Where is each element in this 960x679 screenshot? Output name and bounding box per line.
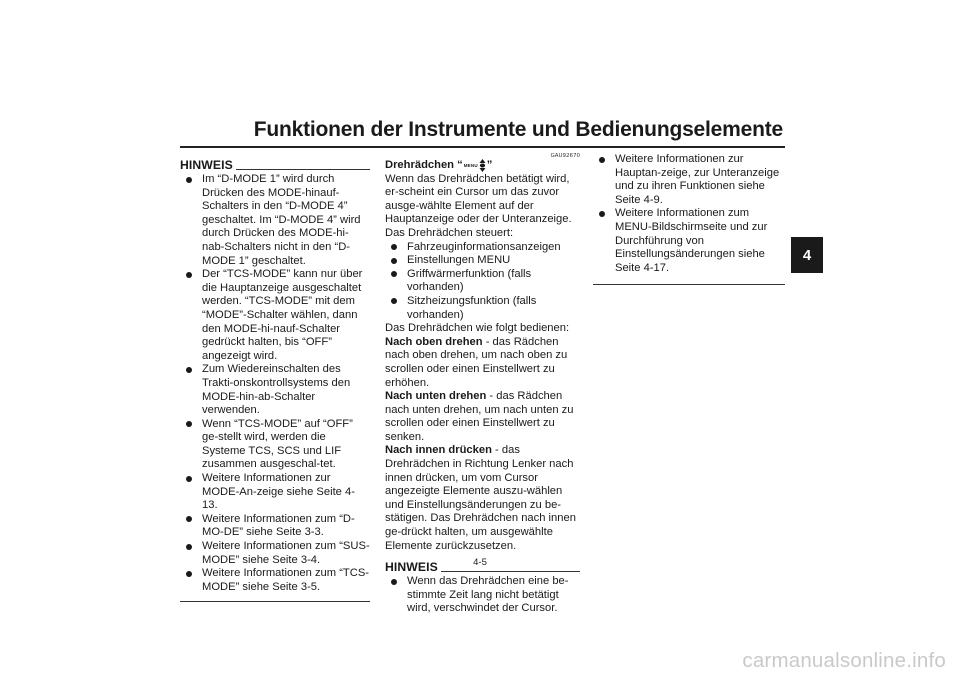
note-heading bbox=[180, 159, 370, 172]
controls-label: Das Drehrädchen steuert: bbox=[385, 226, 514, 239]
bullet-icon bbox=[391, 244, 397, 250]
list-item: Wenn “TCS-MODE” auf “OFF” ge-stellt wird, werden die Systeme TCS, SCS und LIF zusammen ausgeschal-tet. bbox=[180, 418, 370, 472]
note-heading-rule bbox=[441, 571, 580, 572]
list-item: Zum Wiedereinschalten des Trakti-onskontrollsystems den MODE-hin-ab-Schalter verwenden. bbox=[180, 363, 370, 417]
section-title: Drehrädchen “ MENU ” bbox=[385, 159, 493, 171]
bullet-icon bbox=[186, 177, 192, 183]
bullet-icon bbox=[391, 579, 397, 585]
bullet-icon bbox=[186, 544, 192, 550]
list-item: Sitzheizungsfunktion (falls vorhanden) bbox=[385, 295, 580, 322]
reference-code: GAU92670 bbox=[550, 153, 580, 159]
note-heading-label: HINWEIS bbox=[180, 158, 233, 172]
chapter-tab: 4 bbox=[791, 237, 823, 273]
list-item: Griffwärmerfunktion (falls vorhanden) bbox=[385, 268, 580, 295]
page-number: 4-5 bbox=[473, 557, 487, 568]
list-item: Der “TCS-MODE” kann nur über die Hauptanzeige ausgeschaltet werden. “TCS-MODE” mit dem “MODE”-Schalter wählen, dann den MODE-hi-nauf-Schalter gedrückt halten, bis “OFF” angezeigt wird. bbox=[180, 268, 370, 363]
note-heading-label: HINWEIS bbox=[385, 560, 438, 575]
menu-knob-icon: MENU bbox=[464, 159, 486, 173]
list-item: Fahrzeuginformationsanzeigen bbox=[385, 241, 580, 255]
bullet-icon bbox=[391, 258, 397, 264]
middle-column bbox=[385, 153, 580, 616]
list-item: Im “D-MODE 1” wird durch Drücken des MODE-hinauf-Schalters in den “D-MODE 4” geschaltet. Im “D-MODE 4” wird durch Drücken des MODE-hi-nab-Schalters nicht in den “D-MODE 1” geschaltet. bbox=[180, 173, 370, 268]
left-column bbox=[180, 159, 370, 602]
bullet-icon bbox=[186, 272, 192, 278]
note-end-rule bbox=[180, 601, 370, 602]
turn-up-paragraph: Nach oben drehen - das Rädchen nach oben drehen, um nach oben zu scrollen oder einen Einstellwert zu erhöhen. bbox=[385, 335, 568, 389]
knob-arrows-icon bbox=[479, 159, 486, 172]
list-item: Weitere Informationen zur Hauptan-zeige, zur Unteranzeige und zu ihren Funktionen siehe Seite 4-9. bbox=[593, 153, 785, 207]
bullet-icon bbox=[391, 298, 397, 304]
note-end-rule bbox=[593, 284, 785, 285]
watermark: carmanualsonline.info bbox=[742, 649, 946, 672]
title-rule bbox=[180, 146, 785, 148]
note-list bbox=[385, 575, 580, 616]
bullet-icon bbox=[186, 476, 192, 482]
list-item: Weitere Informationen zum “TCS-MODE” siehe Seite 3-5. bbox=[180, 567, 370, 594]
operate-label: Das Drehrädchen wie folgt bedienen: bbox=[385, 322, 570, 335]
list-item: Weitere Informationen zum “D-MO-DE” siehe Seite 3-3. bbox=[180, 513, 370, 540]
press-label: Nach innen drücken bbox=[385, 444, 492, 457]
bullet-icon bbox=[599, 211, 605, 217]
list-item: Weitere Informationen zur MODE-An-zeige siehe Seite 4-13. bbox=[180, 472, 370, 513]
bullet-icon bbox=[599, 157, 605, 163]
note-list bbox=[180, 173, 370, 594]
page-title: Funktionen der Instrumente und Bedienungselemente bbox=[253, 118, 783, 141]
turn-down-label: Nach unten drehen bbox=[385, 390, 487, 403]
turn-up-label: Nach oben drehen bbox=[385, 335, 483, 348]
turn-down-paragraph: Nach unten drehen - das Rädchen nach unten drehen, um nach unten zu scrollen oder einen Einstellwert zu senken. bbox=[385, 390, 574, 443]
bullet-icon bbox=[186, 516, 192, 522]
info-list bbox=[593, 153, 785, 275]
bullet-icon bbox=[186, 571, 192, 577]
right-column bbox=[593, 153, 785, 285]
controls-list bbox=[385, 241, 580, 323]
list-item: Weitere Informationen zum “SUS-MODE” siehe Seite 3-4. bbox=[180, 540, 370, 567]
bullet-icon bbox=[186, 421, 192, 427]
list-item: Einstellungen MENU bbox=[385, 254, 580, 268]
intro-text: Wenn das Drehrädchen betätigt wird, er-scheint ein Cursor um das zuvor ausge-wählte Element auf der Hauptanzeige oder der Unteranzeige. bbox=[385, 172, 572, 226]
bullet-icon bbox=[391, 271, 397, 277]
bullet-icon bbox=[186, 367, 192, 373]
list-item: Weitere Informationen zum MENU-Bildschirmseite und zur Durchführung von Einstellungsänderungen siehe Seite 4-17. bbox=[593, 207, 785, 275]
list-item: Wenn das Drehrädchen eine be-stimmte Zeit lang nicht betätigt wird, verschwindet der Cursor. bbox=[385, 575, 580, 616]
note-heading-rule bbox=[236, 169, 370, 170]
press-paragraph: Nach innen drücken - das Drehrädchen in Richtung Lenker nach innen drücken, um vom Cursor angezeigte Elemente auszu-wählen und Einstellungsänderungen zu be-stätigen. Das Drehrädchen nach innen ge-drückt halten, um ausgewählte Elemente zurückzusetzen. bbox=[385, 444, 576, 552]
